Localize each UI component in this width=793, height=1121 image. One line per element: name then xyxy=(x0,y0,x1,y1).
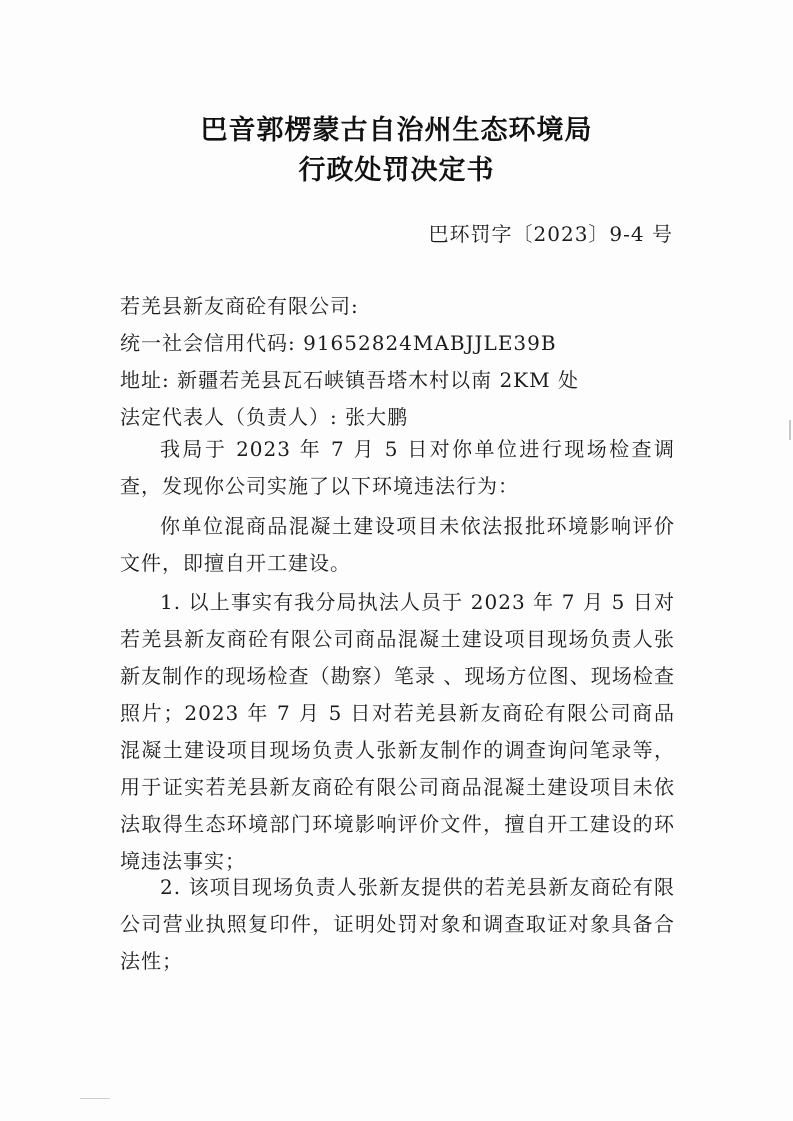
violation-paragraph: 你单位混商品混凝土建设项目未依法报批环境影响评价文件，即擅自开工建设。 xyxy=(120,514,675,575)
document-type-title: 行政处罚决定书 xyxy=(298,155,495,186)
party-address: 地址: 新疆若羌县瓦石峡镇吾塔木村以南 2KM 处 xyxy=(120,368,579,392)
credit-code: 统一社会信用代码: 91652824MABJJLE39B xyxy=(120,331,557,355)
party-name: 若羌县新友商砼有限公司: xyxy=(120,294,359,318)
scan-artifact xyxy=(789,420,791,440)
legal-representative: 法定代表人（负责人）: 张大鹏 xyxy=(120,405,409,429)
intro-paragraph: 我局于 2023 年 7 月 5 日对你单位进行现场检查调查，发现你公司实施了以下环境违法行为： xyxy=(120,437,675,498)
agency-title: 巴音郭楞蒙古自治州生态环境局 xyxy=(200,115,593,146)
evidence-paragraph-1: 1. 以上事实有我分局执法人员于 2023 年 7 月 5 日对若羌县新友商砼有限公司商品混凝土建设项目现场负责人张新友制作的现场检查（勘察）笔录 、现场方位图、现场检查照片；2023 年 7 月 5 日对若羌县新友商砼有限公司商品混凝土建设项目现场负责人张新友制作的调查询问笔录等，用于证实若羌县新友商砼有限公司商品混凝土建设项目未依法取得生态环境部门环境影响评价文件，擅自开工建设的环境违法事实； xyxy=(120,590,675,873)
evidence-paragraph-2: 2. 该项目现场负责人张新友提供的若羌县新友商砼有限公司营业执照复印件，证明处罚对象和调查取证对象具备合法性； xyxy=(120,875,675,973)
scan-artifact xyxy=(80,1098,110,1099)
document-number: 巴环罚字〔2023〕9-4 号 xyxy=(428,222,673,246)
